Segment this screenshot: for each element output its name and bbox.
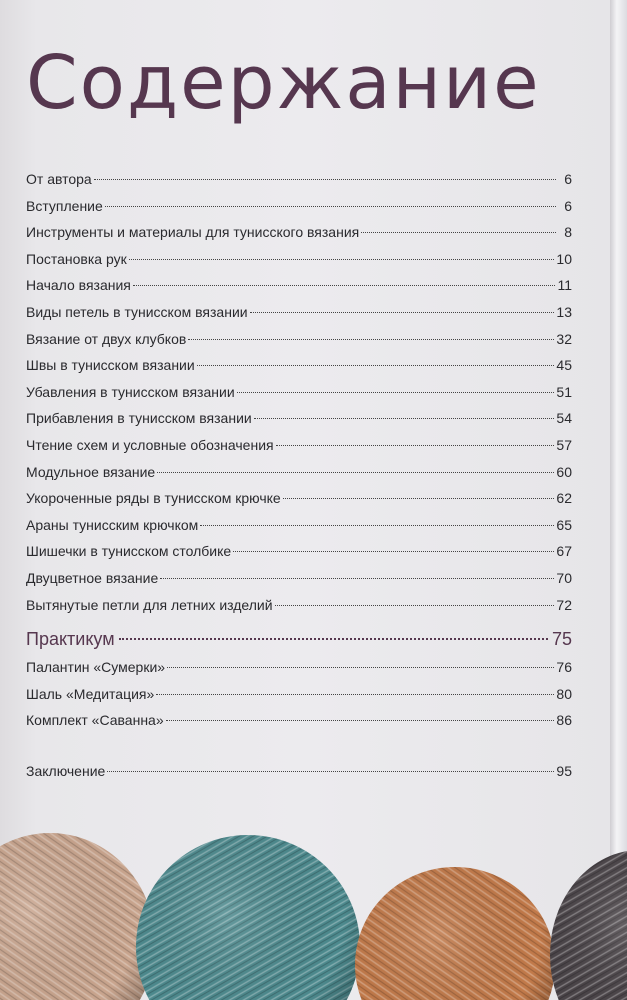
dot-leader <box>233 551 554 552</box>
toc-entry-label: Вязание от двух клубков <box>26 330 187 347</box>
toc-entry[interactable] <box>26 654 572 681</box>
toc-entry-page: 10 <box>556 250 572 267</box>
dot-leader <box>200 525 554 526</box>
dot-leader <box>188 339 554 340</box>
dot-leader <box>107 771 554 772</box>
toc-entry-page: 32 <box>556 330 572 347</box>
yarn-ball-orange <box>355 867 555 1000</box>
practicum-heading-row[interactable] <box>26 624 572 654</box>
toc-entry-label: Шишечки в тунисском столбике <box>26 543 232 560</box>
dot-leader <box>166 720 555 721</box>
toc-entry-label: Палантин «Сумерки» <box>26 659 166 675</box>
toc-entry-page: 51 <box>556 383 572 400</box>
yarn-ball-beige <box>0 833 155 1000</box>
toc-entry-label: Араны тунисским крючком <box>26 516 199 533</box>
toc-entry-label: Убавления в тунисском вязании <box>26 383 235 400</box>
toc-entry-page: 65 <box>556 516 572 533</box>
dot-leader <box>167 667 554 668</box>
toc-entry[interactable] <box>26 193 572 220</box>
toc-entry-page: 45 <box>556 357 572 374</box>
dot-leader <box>119 638 548 640</box>
dot-leader <box>361 232 556 233</box>
toc-entry[interactable] <box>26 219 572 246</box>
toc-entry-label: Укороченные ряды в тунисском крючке <box>26 490 281 507</box>
toc-entry-page: 6 <box>564 197 572 214</box>
dot-leader <box>250 312 555 313</box>
toc-entry-page: 95 <box>556 763 572 779</box>
toc-entry-page: 72 <box>556 596 572 613</box>
yarn-ball-dark <box>550 850 627 1000</box>
dot-leader <box>254 418 555 419</box>
toc-entry[interactable] <box>26 485 572 512</box>
practicum-list <box>26 654 572 734</box>
toc-entry-label: Постановка рук <box>26 250 127 267</box>
toc-entry-page: 80 <box>556 685 572 702</box>
toc-entry[interactable] <box>26 512 572 539</box>
toc-entry-label: Заключение <box>26 763 106 779</box>
toc-entry-page: 67 <box>556 543 572 560</box>
dot-leader <box>276 445 555 446</box>
toc-entry[interactable] <box>26 538 572 565</box>
toc-conclusion <box>26 758 572 785</box>
toc-main-list <box>26 166 572 618</box>
yarn-ball-teal <box>136 835 360 1000</box>
toc-entry-page: 86 <box>556 712 572 729</box>
toc-entry-label: Шаль «Медитация» <box>26 685 155 702</box>
dot-leader <box>197 365 555 366</box>
toc-entry[interactable] <box>26 459 572 486</box>
toc-entry[interactable] <box>26 326 572 353</box>
dot-leader <box>133 285 556 286</box>
toc-entry-label: Вступление <box>26 197 103 214</box>
dot-leader <box>156 694 554 695</box>
toc-entry-page: 62 <box>556 490 572 507</box>
dot-leader <box>237 392 555 393</box>
toc-entry-page: 57 <box>556 436 572 453</box>
yarn-balls-illustration <box>0 815 627 1000</box>
dot-leader <box>157 472 554 473</box>
toc-entry[interactable] <box>26 405 572 432</box>
toc-entry-label: Инструменты и материалы для тунисского вязания <box>26 224 360 241</box>
dot-leader <box>129 259 555 260</box>
toc-entry[interactable] <box>26 592 572 619</box>
toc-entry-label: Чтение схем и условные обозначения <box>26 436 274 453</box>
toc-practicum-section <box>26 624 572 734</box>
toc-entry-label: Комплект «Саванна» <box>26 712 164 729</box>
toc-entry-label: Прибавления в тунисском вязании <box>26 410 252 427</box>
toc-entry-page: 76 <box>556 659 572 675</box>
toc-entry[interactable] <box>26 299 572 326</box>
toc-entry-label: Двуцветное вязание <box>26 569 159 586</box>
toc-entry-conclusion[interactable] <box>26 758 572 785</box>
toc-entry[interactable] <box>26 246 572 273</box>
toc-entry[interactable] <box>26 166 572 193</box>
toc-entry-label: Швы в тунисском вязании <box>26 357 195 374</box>
toc-entry-label: Вытянутые петли для летних изделий <box>26 596 273 613</box>
toc-entry-page: 8 <box>564 224 572 241</box>
page-title: Содержание <box>26 40 541 126</box>
dot-leader <box>160 578 554 579</box>
dot-leader <box>275 605 555 606</box>
toc-entry[interactable] <box>26 432 572 459</box>
toc-entry-page: 6 <box>564 171 572 187</box>
toc-entry-label: От автора <box>26 171 92 187</box>
dot-leader <box>105 206 556 207</box>
toc-entry[interactable] <box>26 681 572 708</box>
toc-entry-label: Начало вязания <box>26 277 131 294</box>
toc-entry-page: 11 <box>557 277 572 294</box>
toc-entry-page: 54 <box>556 410 572 427</box>
practicum-heading: Практикум <box>26 629 115 649</box>
toc-entry[interactable] <box>26 565 572 592</box>
practicum-page-number: 75 <box>551 629 572 649</box>
toc-entry-label: Модульное вязание <box>26 463 156 480</box>
toc-entry[interactable] <box>26 352 572 379</box>
dot-leader <box>283 498 555 499</box>
toc-entry[interactable] <box>26 272 572 299</box>
toc-entry-page: 60 <box>556 463 572 480</box>
toc-entry-label: Виды петель в тунисском вязании <box>26 303 248 320</box>
toc-entry-page: 13 <box>556 303 572 320</box>
toc-entry-page: 70 <box>556 569 572 586</box>
dot-leader <box>94 179 556 180</box>
toc-entry[interactable] <box>26 379 572 406</box>
toc-entry[interactable] <box>26 707 572 734</box>
